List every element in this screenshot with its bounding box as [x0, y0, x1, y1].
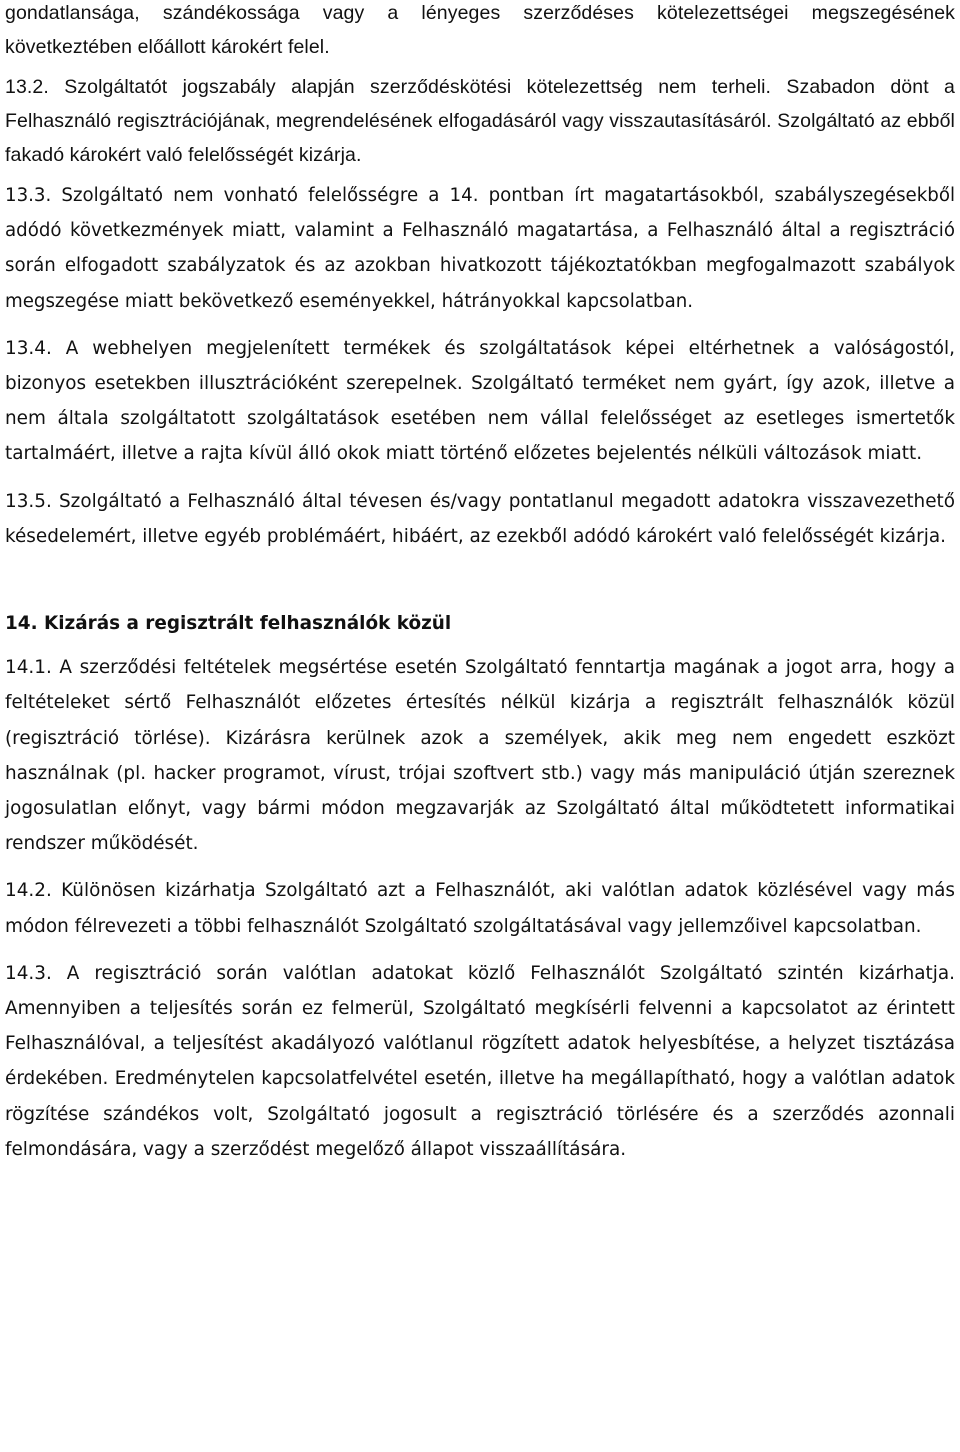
paragraph-13-2: 13.2. Szolgáltatót jogszabály alapján szerződéskötési kötelezettség nem terheli. Szabadon dönt a Felhasználó regisztrációjának, megrendelésének elfogadásáról vagy visszautasításáról. Szolgáltató az ebből fakadó károkért való felelősségét kizárja.	[5, 76, 955, 166]
top-section	[5, 0, 955, 178]
lower-section	[5, 178, 955, 1167]
paragraph-13-4: 13.4. A webhelyen megjelenített termékek és szolgáltatások képei eltérhetnek a valóságostól, bizonyos esetekben illusztrációként szerepelnek. Szolgáltató terméket nem gyárt, így azok, illetve a nem általa szolgáltatott szolgáltatások esetében nem vállal felelősséget az esetleges ismertetők tartalmáért, illetve a rajta kívül álló okok miatt történő előzetes bejelentés nélküli változások miatt.	[5, 337, 955, 465]
paragraph-14-1: 14.1. A szerződési feltételek megsértése esetén Szolgáltató fenntartja magának a jogot arra, hogy a feltételeket sértő Felhasználót előzetes értesítés nélkül kizárja a regisztrált felhasználók közül (regisztráció törlése). Kizárásra kerülnek azok a személyek, akik meg nem engedett eszközt használnak (pl. hacker programot, vírust, trójai szoftvert stb.) vagy más manipuláció útján szereznek jogosulatlan előnyt, vagy bármi módon megzavarják az Szolgáltató által működtetett informatikai rendszer működését.	[5, 657, 955, 855]
paragraph-13-3: 13.3. Szolgáltató nem vonható felelősségre a 14. pontban írt magatartásokból, szabályszegésekből adódó következmények miatt, valamint a Felhasználó magatartása, a Felhasználó által a regisztráció során elfogadott szabályzatok és az azokban hivatkozott tájékoztatókban megfogalmazott szabályok megszegése miatt bekövetkező eseményekkel, hátrányokkal kapcsolatban.	[5, 185, 955, 312]
paragraph-14-2: 14.2. Különösen kizárhatja Szolgáltató azt a Felhasználót, aki valótlan adatok közlésével vagy más módon félrevezeti a többi felhasználót Szolgáltató szolgáltatásával vagy jellemzőivel kapcsolatban.	[5, 880, 955, 937]
section-heading-14: 14. Kizárás a regisztrált felhasználók közül	[5, 613, 452, 635]
paragraph-intro: gondatlansága, szándékossága vagy a lényeges szerződéses kötelezettségei megszegésének következtében előállott károkért felel.	[5, 2, 955, 58]
paragraph-13-5: 13.5. Szolgáltató a Felhasználó által tévesen és/vagy pontatlanul megadott adatokra visszavezethető késedelemért, illetve egyéb problémáért, hibáért, az ezekből adódó károkért való felelősségét kizárja.	[5, 490, 955, 547]
paragraph-14-3: 14.3. A regisztráció során valótlan adatokat közlő Felhasználót Szolgáltató szintén kizárhatja. Amennyiben a teljesítés során ez felmerül, Szolgáltató megkísérli felvenni a kapcsolatot az érintett Felhasználóval, a teljesítést akadályozó valótlanul rögzített adatok helyesbítése, a helyzet tisztázása érdekében. Eredménytelen kapcsolatfelvétel esetén, illetve ha megállapítható, hogy a valótlan adatok rögzítése szándékos volt, Szolgáltató jogosult a regisztráció törlésére és a szerződés azonnali felmondására, vagy a szerződést megelőző állapot visszaállítására.	[5, 962, 955, 1160]
document-page	[5, 0, 955, 1167]
